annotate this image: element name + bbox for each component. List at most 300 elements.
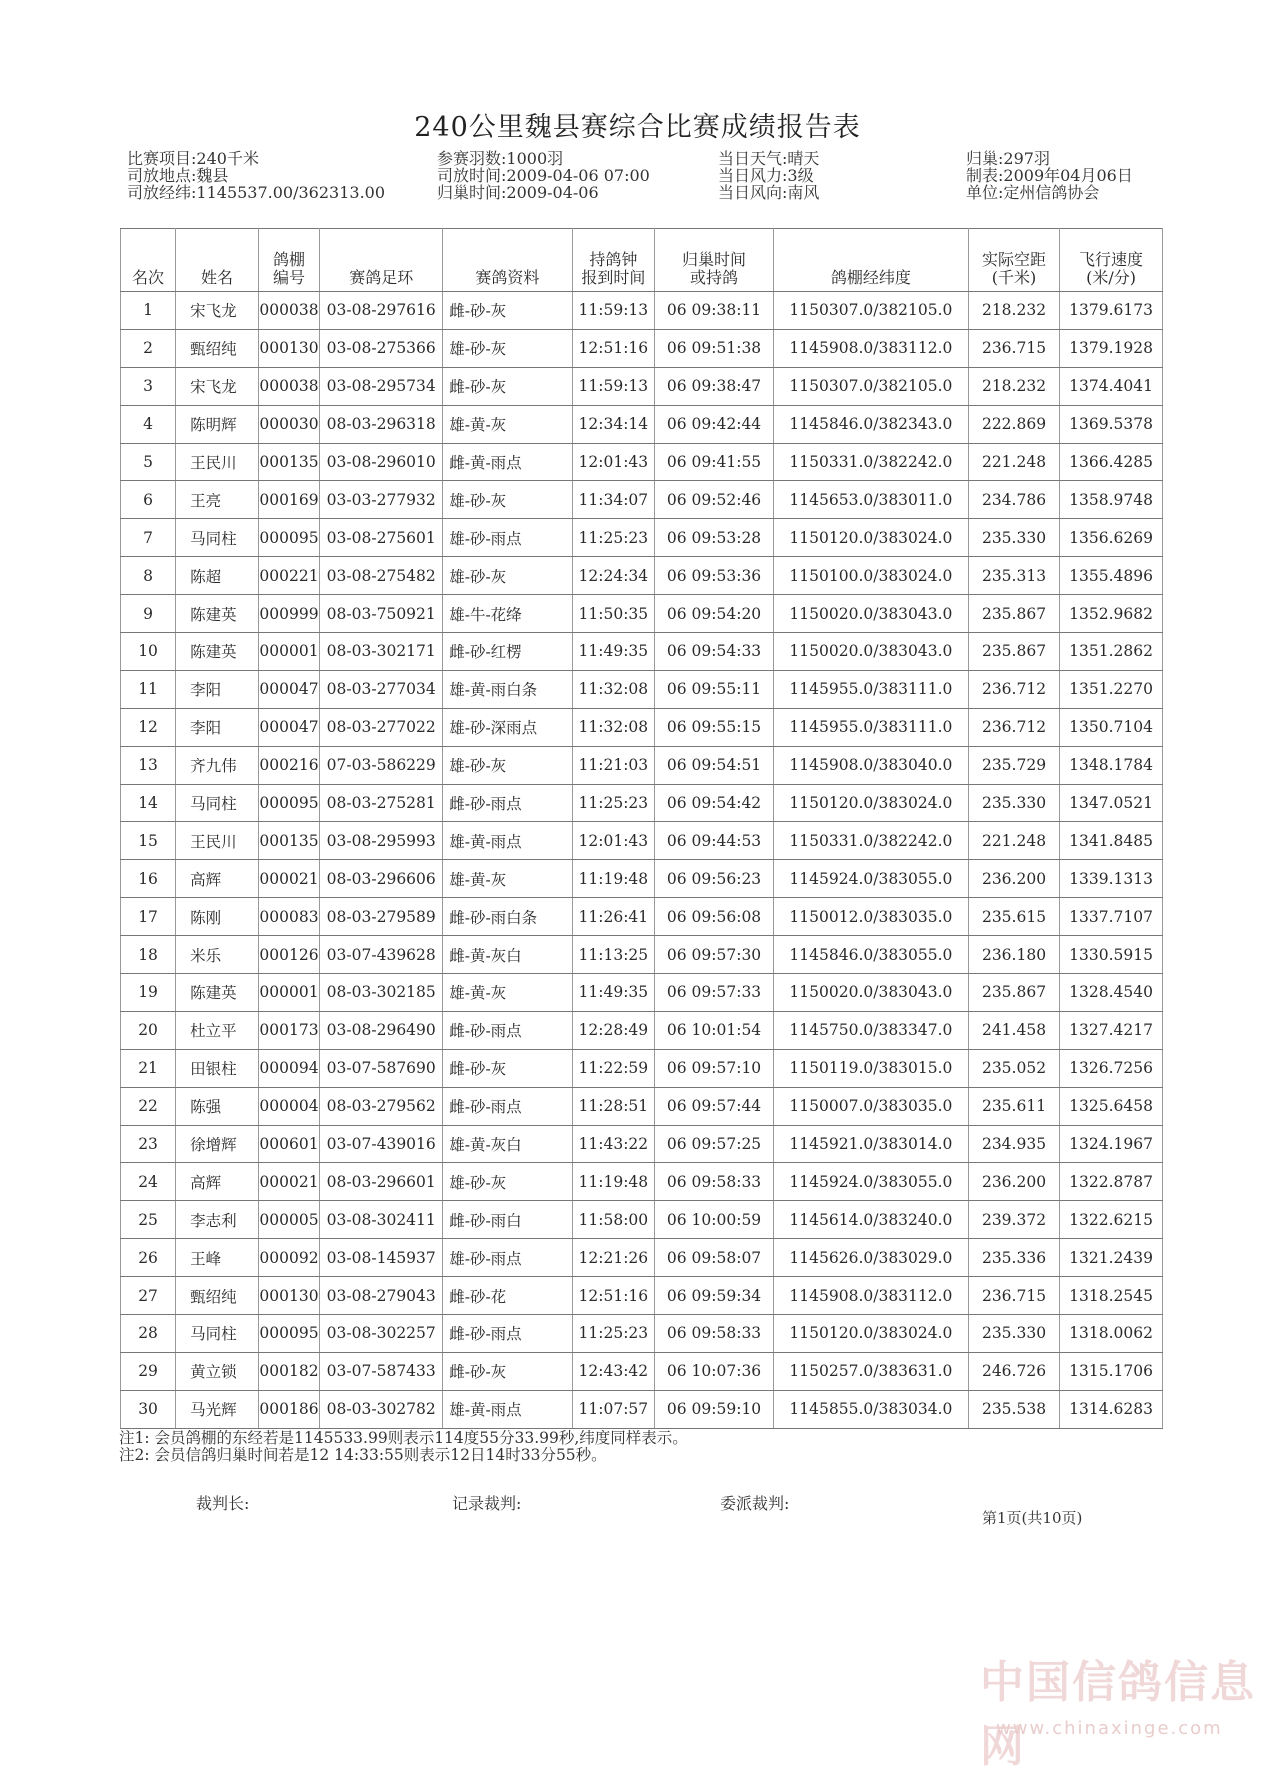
clock-time-cell: 11:50:35 (572, 595, 655, 633)
header-info-4 (966, 150, 1133, 201)
distance-cell: 236.712 (968, 670, 1059, 708)
table-row (121, 633, 1163, 671)
clock-time-cell: 11:26:41 (572, 898, 655, 936)
bird-info-cell: 雌-黄-雨点 (443, 443, 572, 481)
ring-cell: 08-03-279589 (320, 898, 443, 936)
name-cell: 米乐 (176, 936, 259, 974)
bird-info-cell: 雌-砂-雨点 (443, 1011, 572, 1049)
coords-cell: 1145614.0/383240.0 (773, 1201, 968, 1239)
arrival-time-cell: 06 09:54:51 (655, 746, 774, 784)
name-cell: 陈明辉 (176, 405, 259, 443)
clock-time-cell: 12:21:26 (572, 1239, 655, 1277)
table-row (121, 936, 1163, 974)
name-cell: 徐增辉 (176, 1125, 259, 1163)
returned-value: 297羽 (1003, 149, 1050, 168)
name-cell: 马同柱 (176, 519, 259, 557)
release-coords-label: 司放经纬: (127, 183, 197, 202)
table-row (121, 1049, 1163, 1087)
name-cell: 李志利 (176, 1201, 259, 1239)
bird-info-cell: 雄-黄-灰 (443, 860, 572, 898)
coords-cell: 1145908.0/383112.0 (773, 329, 968, 367)
loft-id-cell: 000135 (258, 443, 319, 481)
rank-cell: 27 (121, 1277, 176, 1315)
coords-cell: 1145626.0/383029.0 (773, 1239, 968, 1277)
name-cell: 陈强 (176, 1087, 259, 1125)
rank-cell: 1 (121, 292, 176, 330)
coords-cell: 1145924.0/383055.0 (773, 1163, 968, 1201)
speed-cell: 1328.4540 (1060, 974, 1163, 1012)
speed-cell: 1366.4285 (1060, 443, 1163, 481)
race-item-label: 比赛项目: (127, 149, 197, 168)
name-cell: 杜立平 (176, 1011, 259, 1049)
return-time-value: 2009-04-06 (506, 183, 599, 202)
release-place-label: 司放地点: (127, 166, 197, 185)
distance-cell: 235.867 (968, 595, 1059, 633)
arrival-time-cell: 06 09:56:08 (655, 898, 774, 936)
speed-cell: 1352.9682 (1060, 595, 1163, 633)
rank-cell: 16 (121, 860, 176, 898)
coords-cell: 1150119.0/383015.0 (773, 1049, 968, 1087)
rank-cell: 26 (121, 1239, 176, 1277)
loft-id-cell: 000126 (258, 936, 319, 974)
ring-cell: 08-03-296606 (320, 860, 443, 898)
ring-cell: 03-08-145937 (320, 1239, 443, 1277)
loft-id-cell: 000047 (258, 670, 319, 708)
arrival-time-cell: 06 09:57:25 (655, 1125, 774, 1163)
ring-cell: 03-07-439628 (320, 936, 443, 974)
name-cell: 陈建英 (176, 595, 259, 633)
ring-cell: 03-08-296490 (320, 1011, 443, 1049)
speed-cell: 1358.9748 (1060, 481, 1163, 519)
ring-cell: 03-08-295993 (320, 822, 443, 860)
rank-cell: 8 (121, 557, 176, 595)
name-cell: 齐九伟 (176, 746, 259, 784)
coords-cell: 1150307.0/382105.0 (773, 367, 968, 405)
name-cell: 马同柱 (176, 1315, 259, 1353)
table-row (121, 784, 1163, 822)
rank-cell: 21 (121, 1049, 176, 1087)
distance-cell: 218.232 (968, 292, 1059, 330)
rank-cell: 13 (121, 746, 176, 784)
coords-cell: 1150007.0/383035.0 (773, 1087, 968, 1125)
coords-cell: 1145653.0/383011.0 (773, 481, 968, 519)
ring-cell: 08-03-302171 (320, 633, 443, 671)
distance-cell: 235.867 (968, 974, 1059, 1012)
table-row (121, 405, 1163, 443)
note-1: 注1: 会员鸽棚的东经若是1145533.99则表示114度55分33.99秒,纬度同样表示。 (119, 1429, 688, 1447)
release-place-value: 魏县 (196, 166, 229, 185)
coords-cell: 1145855.0/383034.0 (773, 1390, 968, 1428)
name-cell: 陈刚 (176, 898, 259, 936)
arrival-time-cell: 06 09:59:10 (655, 1390, 774, 1428)
wind-direction-value: 南风 (787, 183, 820, 202)
ring-cell: 08-03-275281 (320, 784, 443, 822)
loft-id-cell: 000216 (258, 746, 319, 784)
table-row (121, 974, 1163, 1012)
table-row (121, 443, 1163, 481)
rank-cell: 22 (121, 1087, 176, 1125)
ring-cell: 03-07-439016 (320, 1125, 443, 1163)
name-cell: 高辉 (176, 860, 259, 898)
loft-id-cell: 000095 (258, 784, 319, 822)
table-body (121, 292, 1163, 1429)
bird-info-cell: 雌-砂-雨点 (443, 784, 572, 822)
speed-cell: 1374.4041 (1060, 367, 1163, 405)
bird-info-cell: 雌-砂-灰 (443, 292, 572, 330)
loft-id-cell: 000601 (258, 1125, 319, 1163)
loft-id-cell: 000094 (258, 1049, 319, 1087)
table-row (121, 1011, 1163, 1049)
rank-cell: 15 (121, 822, 176, 860)
wind-direction-label: 当日风向: (718, 183, 788, 202)
name-cell: 宋飞龙 (176, 292, 259, 330)
name-cell: 马同柱 (176, 784, 259, 822)
table-header-row (121, 229, 1163, 292)
speed-cell: 1379.6173 (1060, 292, 1163, 330)
coords-cell: 1150020.0/383043.0 (773, 595, 968, 633)
release-time-label: 司放时间: (437, 166, 507, 185)
clock-time-cell: 12:51:16 (572, 329, 655, 367)
clock-time-cell: 11:58:00 (572, 1201, 655, 1239)
col-bird-info-header: 赛鸽资料 (443, 229, 572, 292)
loft-id-cell: 000135 (258, 822, 319, 860)
clock-time-cell: 11:49:35 (572, 633, 655, 671)
rank-cell: 14 (121, 784, 176, 822)
rank-cell: 20 (121, 1011, 176, 1049)
rank-cell: 5 (121, 443, 176, 481)
arrival-time-cell: 06 10:01:54 (655, 1011, 774, 1049)
header-info-1 (127, 150, 385, 201)
clock-time-cell: 11:49:35 (572, 974, 655, 1012)
organization-value: 定州信鸽协会 (1003, 183, 1100, 202)
table-row (121, 367, 1163, 405)
ring-cell: 07-03-586229 (320, 746, 443, 784)
entries-label: 参赛羽数: (437, 149, 507, 168)
table-row (121, 1352, 1163, 1390)
coords-cell: 1150331.0/382242.0 (773, 443, 968, 481)
ring-cell: 03-08-295734 (320, 367, 443, 405)
coords-cell: 1145908.0/383112.0 (773, 1277, 968, 1315)
name-cell: 黄立锁 (176, 1352, 259, 1390)
distance-cell: 236.200 (968, 860, 1059, 898)
wind-force-label: 当日风力: (718, 166, 788, 185)
rank-cell: 17 (121, 898, 176, 936)
rank-cell: 6 (121, 481, 176, 519)
col-rank-header: 名次 (121, 229, 176, 292)
page-title: 240公里魏县赛综合比赛成绩报告表 (414, 112, 861, 143)
arrival-time-cell: 06 09:54:20 (655, 595, 774, 633)
table-row (121, 481, 1163, 519)
ring-cell: 03-08-275366 (320, 329, 443, 367)
coords-cell: 1150020.0/383043.0 (773, 633, 968, 671)
note-2: 注2: 会员信鸽归巢时间若是12 14:33:55则表示12日14时33分55秒。 (119, 1446, 607, 1464)
arrival-time-cell: 06 09:57:30 (655, 936, 774, 974)
speed-cell: 1324.1967 (1060, 1125, 1163, 1163)
arrival-time-cell: 06 09:53:28 (655, 519, 774, 557)
rank-cell: 3 (121, 367, 176, 405)
loft-id-cell: 000092 (258, 1239, 319, 1277)
weather-label: 当日天气: (718, 149, 788, 168)
distance-cell: 236.712 (968, 708, 1059, 746)
speed-cell: 1369.5378 (1060, 405, 1163, 443)
chief-judge-signature: 裁判长: (196, 1494, 250, 1513)
ring-cell: 08-03-302185 (320, 974, 443, 1012)
tabulated-label: 制表: (966, 166, 1004, 185)
coords-cell: 1150120.0/383024.0 (773, 784, 968, 822)
distance-cell: 236.200 (968, 1163, 1059, 1201)
loft-id-cell: 000047 (258, 708, 319, 746)
bird-info-cell: 雌-砂-花 (443, 1277, 572, 1315)
clock-time-cell: 11:32:08 (572, 708, 655, 746)
table-row (121, 1201, 1163, 1239)
bird-info-cell: 雄-砂-深雨点 (443, 708, 572, 746)
speed-cell: 1347.0521 (1060, 784, 1163, 822)
coords-cell: 1150120.0/383024.0 (773, 519, 968, 557)
clock-time-cell: 11:19:48 (572, 860, 655, 898)
name-cell: 王亮 (176, 481, 259, 519)
watermark-url: www.chinaxinge.com (996, 1718, 1223, 1739)
coords-cell: 1145921.0/383014.0 (773, 1125, 968, 1163)
bird-info-cell: 雌-砂-灰 (443, 367, 572, 405)
rank-cell: 12 (121, 708, 176, 746)
table-row (121, 746, 1163, 784)
rank-cell: 28 (121, 1315, 176, 1353)
distance-cell: 234.935 (968, 1125, 1059, 1163)
col-coords-header: 鸽棚经纬度 (773, 229, 968, 292)
speed-cell: 1315.1706 (1060, 1352, 1163, 1390)
table-row (121, 292, 1163, 330)
clock-time-cell: 11:34:07 (572, 481, 655, 519)
clock-time-cell: 11:25:23 (572, 784, 655, 822)
clock-time-cell: 11:07:57 (572, 1390, 655, 1428)
coords-cell: 1150020.0/383043.0 (773, 974, 968, 1012)
rank-cell: 2 (121, 329, 176, 367)
table-row (121, 670, 1163, 708)
speed-cell: 1339.1313 (1060, 860, 1163, 898)
ring-cell: 08-03-302782 (320, 1390, 443, 1428)
col-name-header: 姓名 (176, 229, 259, 292)
arrival-time-cell: 06 09:54:42 (655, 784, 774, 822)
loft-id-cell: 000169 (258, 481, 319, 519)
loft-id-cell: 000004 (258, 1087, 319, 1125)
name-cell: 王民川 (176, 822, 259, 860)
coords-cell: 1145955.0/383111.0 (773, 670, 968, 708)
distance-cell: 222.869 (968, 405, 1059, 443)
arrival-time-cell: 06 09:56:23 (655, 860, 774, 898)
loft-id-cell: 000182 (258, 1352, 319, 1390)
col-clock-time-header: 持鸽钟 报到时间 (572, 229, 655, 292)
loft-id-cell: 000038 (258, 292, 319, 330)
header-info-2 (437, 150, 650, 201)
bird-info-cell: 雄-砂-灰 (443, 481, 572, 519)
table-row (121, 595, 1163, 633)
name-cell: 田银柱 (176, 1049, 259, 1087)
rank-cell: 9 (121, 595, 176, 633)
clock-time-cell: 11:21:03 (572, 746, 655, 784)
name-cell: 陈建英 (176, 974, 259, 1012)
table-row (121, 898, 1163, 936)
arrival-time-cell: 06 10:07:36 (655, 1352, 774, 1390)
distance-cell: 221.248 (968, 822, 1059, 860)
distance-cell: 235.615 (968, 898, 1059, 936)
bird-info-cell: 雄-砂-雨点 (443, 519, 572, 557)
loft-id-cell: 000030 (258, 405, 319, 443)
tabulated-value: 2009年04月06日 (1003, 166, 1133, 185)
bird-info-cell: 雄-黄-灰白 (443, 1125, 572, 1163)
release-coords-value: 1145537.00/362313.00 (196, 183, 386, 202)
coords-cell: 1145955.0/383111.0 (773, 708, 968, 746)
speed-cell: 1325.6458 (1060, 1087, 1163, 1125)
distance-cell: 241.458 (968, 1011, 1059, 1049)
table-row (121, 708, 1163, 746)
table-row (121, 822, 1163, 860)
rank-cell: 7 (121, 519, 176, 557)
col-distance-header: 实际空距 (千米) (968, 229, 1059, 292)
ring-cell: 03-03-277932 (320, 481, 443, 519)
bird-info-cell: 雌-砂-雨点 (443, 1087, 572, 1125)
distance-cell: 235.052 (968, 1049, 1059, 1087)
bird-info-cell: 雌-砂-雨白条 (443, 898, 572, 936)
bird-info-cell: 雌-砂-雨白 (443, 1201, 572, 1239)
distance-cell: 235.330 (968, 519, 1059, 557)
loft-id-cell: 000083 (258, 898, 319, 936)
table-row (121, 1125, 1163, 1163)
loft-id-cell: 000021 (258, 860, 319, 898)
coords-cell: 1150331.0/382242.0 (773, 822, 968, 860)
bird-info-cell: 雌-砂-灰 (443, 1049, 572, 1087)
bird-info-cell: 雄-砂-灰 (443, 746, 572, 784)
ring-cell: 08-03-750921 (320, 595, 443, 633)
arrival-time-cell: 06 09:42:44 (655, 405, 774, 443)
ring-cell: 08-03-277034 (320, 670, 443, 708)
coords-cell: 1145846.0/383055.0 (773, 936, 968, 974)
header-info-3 (718, 150, 819, 201)
bird-info-cell: 雄-黄-雨白条 (443, 670, 572, 708)
distance-cell: 236.180 (968, 936, 1059, 974)
speed-cell: 1318.0062 (1060, 1315, 1163, 1353)
loft-id-cell: 000999 (258, 595, 319, 633)
loft-id-cell: 000095 (258, 1315, 319, 1353)
clock-time-cell: 12:24:34 (572, 557, 655, 595)
page-number: 第1页(共10页) (982, 1509, 1083, 1527)
record-judge-signature: 记录裁判: (452, 1494, 522, 1513)
bird-info-cell: 雄-黄-雨点 (443, 822, 572, 860)
arrival-time-cell: 06 09:41:55 (655, 443, 774, 481)
bird-info-cell: 雌-砂-雨点 (443, 1315, 572, 1353)
arrival-time-cell: 06 09:58:07 (655, 1239, 774, 1277)
loft-id-cell: 000173 (258, 1011, 319, 1049)
ring-cell: 03-08-275482 (320, 557, 443, 595)
arrival-time-cell: 06 09:55:11 (655, 670, 774, 708)
ring-cell: 08-03-296601 (320, 1163, 443, 1201)
loft-id-cell: 000221 (258, 557, 319, 595)
distance-cell: 236.715 (968, 329, 1059, 367)
name-cell: 李阳 (176, 708, 259, 746)
col-ring-header: 赛鸽足环 (320, 229, 443, 292)
bird-info-cell: 雄-黄-灰 (443, 405, 572, 443)
clock-time-cell: 11:32:08 (572, 670, 655, 708)
arrival-time-cell: 06 09:58:33 (655, 1315, 774, 1353)
loft-id-cell: 000001 (258, 633, 319, 671)
distance-cell: 246.726 (968, 1352, 1059, 1390)
distance-cell: 235.313 (968, 557, 1059, 595)
speed-cell: 1326.7256 (1060, 1049, 1163, 1087)
speed-cell: 1321.2439 (1060, 1239, 1163, 1277)
table-row (121, 519, 1163, 557)
wind-force-value: 3级 (787, 166, 814, 185)
speed-cell: 1379.1928 (1060, 329, 1163, 367)
name-cell: 宋飞龙 (176, 367, 259, 405)
arrival-time-cell: 06 09:38:11 (655, 292, 774, 330)
loft-id-cell: 000038 (258, 367, 319, 405)
name-cell: 陈超 (176, 557, 259, 595)
clock-time-cell: 11:59:13 (572, 367, 655, 405)
ring-cell: 03-08-302411 (320, 1201, 443, 1239)
rank-cell: 11 (121, 670, 176, 708)
rank-cell: 24 (121, 1163, 176, 1201)
name-cell: 高辉 (176, 1163, 259, 1201)
name-cell: 王民川 (176, 443, 259, 481)
clock-time-cell: 11:22:59 (572, 1049, 655, 1087)
arrival-time-cell: 06 09:59:34 (655, 1277, 774, 1315)
ring-cell: 03-07-587690 (320, 1049, 443, 1087)
arrival-time-cell: 06 09:51:38 (655, 329, 774, 367)
rank-cell: 18 (121, 936, 176, 974)
arrival-time-cell: 06 09:54:33 (655, 633, 774, 671)
ring-cell: 03-08-297616 (320, 292, 443, 330)
release-time-value: 2009-04-06 07:00 (506, 166, 650, 185)
table-row (121, 1277, 1163, 1315)
name-cell: 甄绍纯 (176, 329, 259, 367)
arrival-time-cell: 06 09:57:44 (655, 1087, 774, 1125)
weather-value: 晴天 (787, 149, 820, 168)
bird-info-cell: 雄-黄-雨点 (443, 1390, 572, 1428)
clock-time-cell: 12:43:42 (572, 1352, 655, 1390)
coords-cell: 1145908.0/383040.0 (773, 746, 968, 784)
ring-cell: 08-03-277022 (320, 708, 443, 746)
rank-cell: 19 (121, 974, 176, 1012)
speed-cell: 1350.7104 (1060, 708, 1163, 746)
distance-cell: 235.729 (968, 746, 1059, 784)
speed-cell: 1341.8485 (1060, 822, 1163, 860)
organization-label: 单位: (966, 183, 1004, 202)
clock-time-cell: 12:34:14 (572, 405, 655, 443)
ring-cell: 03-07-587433 (320, 1352, 443, 1390)
bird-info-cell: 雌-黄-灰白 (443, 936, 572, 974)
distance-cell: 236.715 (968, 1277, 1059, 1315)
assigned-judge-signature: 委派裁判: (720, 1494, 790, 1513)
coords-cell: 1150257.0/383631.0 (773, 1352, 968, 1390)
arrival-time-cell: 06 09:55:15 (655, 708, 774, 746)
coords-cell: 1150307.0/382105.0 (773, 292, 968, 330)
name-cell: 王峰 (176, 1239, 259, 1277)
arrival-time-cell: 06 09:52:46 (655, 481, 774, 519)
rank-cell: 30 (121, 1390, 176, 1428)
table-row (121, 1239, 1163, 1277)
speed-cell: 1330.5915 (1060, 936, 1163, 974)
results-table (120, 228, 1163, 1429)
distance-cell: 234.786 (968, 481, 1059, 519)
col-arrival-time-header: 归巢时间 或持鸽 (655, 229, 774, 292)
clock-time-cell: 11:28:51 (572, 1087, 655, 1125)
speed-cell: 1322.8787 (1060, 1163, 1163, 1201)
arrival-time-cell: 06 09:57:33 (655, 974, 774, 1012)
name-cell: 陈建英 (176, 633, 259, 671)
speed-cell: 1327.4217 (1060, 1011, 1163, 1049)
clock-time-cell: 11:13:25 (572, 936, 655, 974)
table-row (121, 557, 1163, 595)
notes (119, 1430, 688, 1464)
